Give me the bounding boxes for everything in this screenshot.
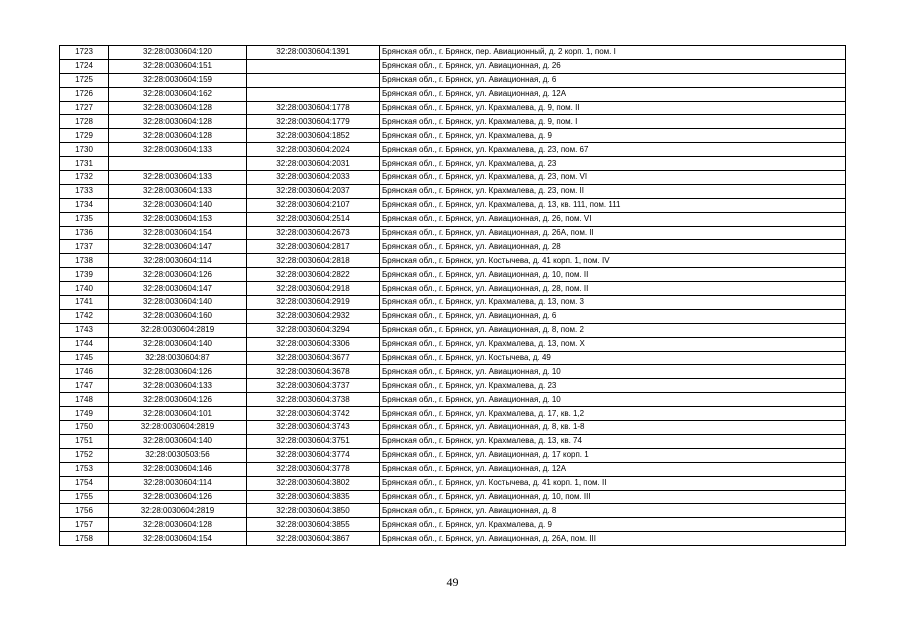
table-row [60,129,846,143]
cadastral-number-cell: 32:28:0030604:3850 [247,504,380,518]
row-number-cell: 1752 [60,448,109,462]
cadastral-number-cell: 32:28:0030604:2514 [247,212,380,226]
cadastral-number-cell: 32:28:0030604:2822 [247,268,380,282]
cadastral-number-cell: 32:28:0030604:3678 [247,365,380,379]
cadastral-table-body [60,46,846,546]
cadastral-number-cell: 32:28:0030604:2817 [247,240,380,254]
address-cell: Брянская обл., г. Брянск, пер. Авиационный, д. 2 корп. 1, пом. I [380,46,846,60]
address-cell: Брянская обл., г. Брянск, ул. Костычева, д. 49 [380,351,846,365]
cadastral-number-cell: 32:28:0030604:2024 [247,143,380,157]
parent-cadastral-cell: 32:28:0030604:153 [109,212,247,226]
parent-cadastral-cell: 32:28:0030604:87 [109,351,247,365]
row-number-cell: 1747 [60,379,109,393]
table-row [60,518,846,532]
row-number-cell: 1758 [60,532,109,546]
row-number-cell: 1728 [60,115,109,129]
cadastral-number-cell: 32:28:0030604:2673 [247,226,380,240]
address-cell: Брянская обл., г. Брянск, ул. Авиационная, д. 8, кв. 1-8 [380,421,846,435]
row-number-cell: 1727 [60,101,109,115]
parent-cadastral-cell: 32:28:0030604:151 [109,59,247,73]
row-number-cell: 1757 [60,518,109,532]
table-row [60,504,846,518]
table-row [60,198,846,212]
parent-cadastral-cell: 32:28:0030604:133 [109,184,247,198]
row-number-cell: 1737 [60,240,109,254]
parent-cadastral-cell: 32:28:0030604:133 [109,379,247,393]
row-number-cell: 1740 [60,282,109,296]
row-number-cell: 1754 [60,476,109,490]
address-cell: Брянская обл., г. Брянск, ул. Авиационная, д. 10, пом. III [380,490,846,504]
cadastral-number-cell: 32:28:0030604:3743 [247,421,380,435]
address-cell: Брянская обл., г. Брянск, ул. Крахмалева, д. 13, кв. 111, пом. 111 [380,198,846,212]
row-number-cell: 1748 [60,393,109,407]
parent-cadastral-cell: 32:28:0030604:154 [109,532,247,546]
cadastral-number-cell: 32:28:0030604:3294 [247,323,380,337]
address-cell: Брянская обл., г. Брянск, ул. Крахмалева, д. 13, пом. 3 [380,296,846,310]
table-row [60,532,846,546]
row-number-cell: 1744 [60,337,109,351]
table-row [60,282,846,296]
cadastral-number-cell: 32:28:0030604:3835 [247,490,380,504]
row-number-cell: 1753 [60,462,109,476]
cadastral-table [59,45,846,546]
table-row [60,157,846,171]
row-number-cell: 1741 [60,296,109,310]
parent-cadastral-cell: 32:28:0030503:56 [109,448,247,462]
cadastral-number-cell: 32:28:0030604:2818 [247,254,380,268]
cadastral-number-cell: 32:28:0030604:3737 [247,379,380,393]
table-row [60,365,846,379]
address-cell: Брянская обл., г. Брянск, ул. Авиационная, д. 12А [380,87,846,101]
table-row [60,490,846,504]
address-cell: Брянская обл., г. Брянск, ул. Авиационная, д. 26А, пом. III [380,532,846,546]
cadastral-number-cell: 32:28:0030604:1778 [247,101,380,115]
parent-cadastral-cell: 32:28:0030604:126 [109,393,247,407]
table-row [60,59,846,73]
row-number-cell: 1734 [60,198,109,212]
row-number-cell: 1726 [60,87,109,101]
parent-cadastral-cell: 32:28:0030604:128 [109,518,247,532]
cadastral-number-cell [247,87,380,101]
address-cell: Брянская обл., г. Брянск, ул. Костычева, д. 41 корп. 1, пом. II [380,476,846,490]
parent-cadastral-cell: 32:28:0030604:2819 [109,323,247,337]
parent-cadastral-cell: 32:28:0030604:146 [109,462,247,476]
cadastral-number-cell: 32:28:0030604:1852 [247,129,380,143]
address-cell: Брянская обл., г. Брянск, ул. Крахмалева, д. 13, пом. X [380,337,846,351]
row-number-cell: 1756 [60,504,109,518]
cadastral-number-cell: 32:28:0030604:1779 [247,115,380,129]
parent-cadastral-cell: 32:28:0030604:160 [109,309,247,323]
parent-cadastral-cell: 32:28:0030604:101 [109,407,247,421]
row-number-cell: 1745 [60,351,109,365]
row-number-cell: 1729 [60,129,109,143]
cadastral-number-cell: 32:28:0030604:2932 [247,309,380,323]
address-cell: Брянская обл., г. Брянск, ул. Крахмалева, д. 13, кв. 74 [380,434,846,448]
address-cell: Брянская обл., г. Брянск, ул. Авиационная, д. 17 корп. 1 [380,448,846,462]
address-cell: Брянская обл., г. Брянск, ул. Авиационная, д. 28 [380,240,846,254]
table-row [60,226,846,240]
parent-cadastral-cell: 32:28:0030604:162 [109,87,247,101]
row-number-cell: 1743 [60,323,109,337]
table-row [60,448,846,462]
row-number-cell: 1746 [60,365,109,379]
table-row [60,268,846,282]
parent-cadastral-cell: 32:28:0030604:133 [109,143,247,157]
parent-cadastral-cell: 32:28:0030604:154 [109,226,247,240]
row-number-cell: 1725 [60,73,109,87]
address-cell: Брянская обл., г. Брянск, ул. Крахмалева, д. 9, пом. I [380,115,846,129]
table-row [60,351,846,365]
row-number-cell: 1749 [60,407,109,421]
table-row [60,296,846,310]
table-row [60,254,846,268]
parent-cadastral-cell: 32:28:0030604:147 [109,240,247,254]
parent-cadastral-cell: 32:28:0030604:126 [109,268,247,282]
row-number-cell: 1723 [60,46,109,60]
parent-cadastral-cell: 32:28:0030604:159 [109,73,247,87]
address-cell: Брянская обл., г. Брянск, ул. Авиационная, д. 8 [380,504,846,518]
parent-cadastral-cell: 32:28:0030604:120 [109,46,247,60]
table-row [60,240,846,254]
parent-cadastral-cell: 32:28:0030604:128 [109,129,247,143]
cadastral-number-cell: 32:28:0030604:3802 [247,476,380,490]
cadastral-number-cell: 32:28:0030604:2107 [247,198,380,212]
address-cell: Брянская обл., г. Брянск, ул. Крахмалева, д. 17, кв. 1,2 [380,407,846,421]
parent-cadastral-cell: 32:28:0030604:2819 [109,421,247,435]
row-number-cell: 1755 [60,490,109,504]
address-cell: Брянская обл., г. Брянск, ул. Авиационная, д. 26А, пом. II [380,226,846,240]
address-cell: Брянская обл., г. Брянск, ул. Авиационная, д. 8, пом. 2 [380,323,846,337]
address-cell: Брянская обл., г. Брянск, ул. Крахмалева, д. 9, пом. II [380,101,846,115]
cadastral-number-cell: 32:28:0030604:2031 [247,157,380,171]
parent-cadastral-cell: 32:28:0030604:126 [109,365,247,379]
table-row [60,421,846,435]
address-cell: Брянская обл., г. Брянск, ул. Крахмалева, д. 23 [380,379,846,393]
table-row [60,476,846,490]
cadastral-number-cell: 32:28:0030604:3751 [247,434,380,448]
cadastral-number-cell: 32:28:0030604:3867 [247,532,380,546]
table-row [60,407,846,421]
row-number-cell: 1724 [60,59,109,73]
parent-cadastral-cell: 32:28:0030604:140 [109,434,247,448]
address-cell: Брянская обл., г. Брянск, ул. Крахмалева, д. 23, пом. VI [380,171,846,185]
row-number-cell: 1736 [60,226,109,240]
table-row [60,323,846,337]
parent-cadastral-cell: 32:28:0030604:140 [109,337,247,351]
cadastral-number-cell: 32:28:0030604:3855 [247,518,380,532]
cadastral-number-cell: 32:28:0030604:3738 [247,393,380,407]
address-cell: Брянская обл., г. Брянск, ул. Крахмалева, д. 23 [380,157,846,171]
address-cell: Брянская обл., г. Брянск, ул. Авиационная, д. 12А [380,462,846,476]
table-row [60,101,846,115]
row-number-cell: 1735 [60,212,109,226]
address-cell: Брянская обл., г. Брянск, ул. Авиационная, д. 6 [380,73,846,87]
address-cell: Брянская обл., г. Брянск, ул. Крахмалева, д. 9 [380,518,846,532]
page-number: 49 [446,575,459,589]
parent-cadastral-cell: 32:28:0030604:140 [109,198,247,212]
cadastral-number-cell: 32:28:0030604:3306 [247,337,380,351]
address-cell: Брянская обл., г. Брянск, ул. Авиационная, д. 10 [380,393,846,407]
cadastral-number-cell [247,73,380,87]
row-number-cell: 1731 [60,157,109,171]
table-row [60,171,846,185]
parent-cadastral-cell: 32:28:0030604:133 [109,171,247,185]
address-cell: Брянская обл., г. Брянск, ул. Авиационная, д. 10 [380,365,846,379]
table-row [60,115,846,129]
table-row [60,434,846,448]
address-cell: Брянская обл., г. Брянск, ул. Крахмалева, д. 23, пом. II [380,184,846,198]
table-row [60,393,846,407]
address-cell: Брянская обл., г. Брянск, ул. Крахмалева, д. 9 [380,129,846,143]
parent-cadastral-cell: 32:28:0030604:126 [109,490,247,504]
address-cell: Брянская обл., г. Брянск, ул. Авиационная, д. 6 [380,309,846,323]
table-row [60,87,846,101]
cadastral-number-cell: 32:28:0030604:3778 [247,462,380,476]
row-number-cell: 1742 [60,309,109,323]
address-cell: Брянская обл., г. Брянск, ул. Авиационная, д. 28, пом. II [380,282,846,296]
parent-cadastral-cell: 32:28:0030604:147 [109,282,247,296]
cadastral-number-cell: 32:28:0030604:1391 [247,46,380,60]
cadastral-number-cell: 32:28:0030604:2918 [247,282,380,296]
row-number-cell: 1739 [60,268,109,282]
row-number-cell: 1732 [60,171,109,185]
address-cell: Брянская обл., г. Брянск, ул. Авиационная, д. 26, пом. VI [380,212,846,226]
parent-cadastral-cell: 32:28:0030604:114 [109,254,247,268]
table-row [60,379,846,393]
row-number-cell: 1750 [60,421,109,435]
cadastral-number-cell: 32:28:0030604:2919 [247,296,380,310]
row-number-cell: 1751 [60,434,109,448]
parent-cadastral-cell: 32:28:0030604:114 [109,476,247,490]
cadastral-number-cell: 32:28:0030604:2033 [247,171,380,185]
row-number-cell: 1738 [60,254,109,268]
address-cell: Брянская обл., г. Брянск, ул. Авиационная, д. 26 [380,59,846,73]
address-cell: Брянская обл., г. Брянск, ул. Авиационная, д. 10, пом. II [380,268,846,282]
cadastral-number-cell: 32:28:0030604:3774 [247,448,380,462]
parent-cadastral-cell [109,157,247,171]
cadastral-number-cell: 32:28:0030604:3677 [247,351,380,365]
row-number-cell: 1733 [60,184,109,198]
table-row [60,212,846,226]
table-row [60,462,846,476]
parent-cadastral-cell: 32:28:0030604:128 [109,101,247,115]
address-cell: Брянская обл., г. Брянск, ул. Костычева, д. 41 корп. 1, пом. IV [380,254,846,268]
table-row [60,337,846,351]
parent-cadastral-cell: 32:28:0030604:2819 [109,504,247,518]
table-row [60,46,846,60]
table-row [60,143,846,157]
table-row [60,309,846,323]
table-row [60,184,846,198]
address-cell: Брянская обл., г. Брянск, ул. Крахмалева, д. 23, пом. 67 [380,143,846,157]
table-row [60,73,846,87]
cadastral-number-cell: 32:28:0030604:2037 [247,184,380,198]
parent-cadastral-cell: 32:28:0030604:128 [109,115,247,129]
cadastral-number-cell: 32:28:0030604:3742 [247,407,380,421]
parent-cadastral-cell: 32:28:0030604:140 [109,296,247,310]
row-number-cell: 1730 [60,143,109,157]
cadastral-number-cell [247,59,380,73]
